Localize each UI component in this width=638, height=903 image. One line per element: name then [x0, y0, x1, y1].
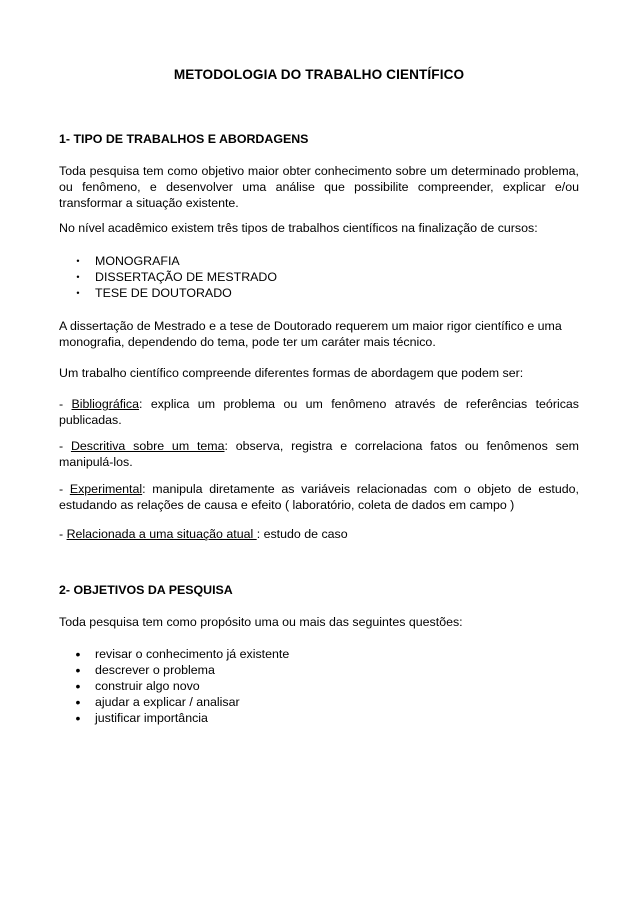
approaches-text: Um trabalho científico compreende diferentes formas de abordagem que podem ser:	[59, 366, 524, 380]
bullet-icon: •	[76, 288, 80, 298]
bullet-icon: •	[75, 662, 81, 678]
objective-label: construir algo novo	[95, 679, 200, 693]
dash-prefix: -	[59, 482, 70, 496]
dash-prefix: -	[59, 527, 67, 541]
list-item	[59, 694, 289, 710]
bullet-icon: •	[75, 646, 81, 662]
approach-relacionada	[59, 526, 579, 542]
section-2-heading: 2- OBJETIVOS DA PESQUISA	[59, 583, 233, 597]
rigor-text: A dissertação de Mestrado e a tese de Doutorado requerem um maior rigor científico e uma monografia, dependendo do tema, pode ter um caráter mais técnico.	[59, 319, 562, 349]
bullet-icon: •	[75, 710, 81, 726]
list-item	[59, 678, 289, 694]
objectives-list	[59, 646, 289, 726]
levels-text: No nível acadêmico existem três tipos de trabalhos científicos na finalização de cursos:	[59, 221, 538, 235]
dash-prefix: -	[59, 439, 71, 453]
work-type-label: TESE DE DOUTORADO	[95, 286, 232, 300]
approach-term: Bibliográfica	[71, 397, 140, 411]
list-item	[59, 269, 277, 285]
approach-experimental	[59, 481, 579, 513]
section-1-intro: Toda pesquisa tem como objetivo maior obter conhecimento sobre um determinado problema, ou fenômeno, e desenvolver uma análise que possibilite compreender, explicar e/ou transformar a situação existente.	[59, 164, 579, 210]
approach-description: : estudo de caso	[256, 527, 348, 541]
section-1-heading: 1- TIPO DE TRABALHOS E ABORDAGENS	[59, 132, 309, 146]
approach-term: Experimental	[69, 482, 143, 496]
approach-term: Descritiva sobre um tema	[70, 439, 225, 453]
list-item	[59, 710, 289, 726]
list-item	[59, 646, 289, 662]
list-item	[59, 285, 277, 301]
section-2-intro: Toda pesquisa tem como propósito uma ou mais das seguintes questões:	[59, 615, 463, 629]
objective-label: ajudar a explicar / analisar	[95, 695, 240, 709]
list-item	[59, 662, 289, 678]
approach-bibliografica	[59, 396, 579, 428]
objective-label: revisar o conhecimento já existente	[95, 647, 290, 661]
bullet-icon: •	[75, 678, 81, 694]
document-title: METODOLOGIA DO TRABALHO CIENTÍFICO	[173, 67, 465, 82]
approach-descritiva	[59, 438, 579, 470]
bullet-icon: •	[75, 694, 81, 710]
bullet-icon: •	[76, 256, 80, 266]
approach-term: Relacionada a uma situação atual	[66, 527, 257, 541]
objective-label: descrever o problema	[95, 663, 215, 677]
approach-description: : explica um problema ou um fenômeno através de referências teóricas publicadas.	[59, 397, 579, 427]
dash-prefix: -	[59, 397, 72, 411]
work-types-list	[59, 253, 277, 301]
approach-description: : observa, registra e correlaciona fatos ou fenômenos sem manipulá-los.	[59, 439, 579, 469]
work-type-label: DISSERTAÇÃO DE MESTRADO	[95, 270, 277, 284]
list-item	[59, 253, 277, 269]
approach-description: : manipula diretamente as variáveis relacionadas com o objeto de estudo, estudando as relações de causa e efeito ( laboratório, coleta de dados em campo )	[59, 482, 579, 512]
bullet-icon: •	[76, 272, 80, 282]
objective-label: justificar importância	[95, 711, 208, 725]
work-type-label: MONOGRAFIA	[95, 254, 180, 268]
